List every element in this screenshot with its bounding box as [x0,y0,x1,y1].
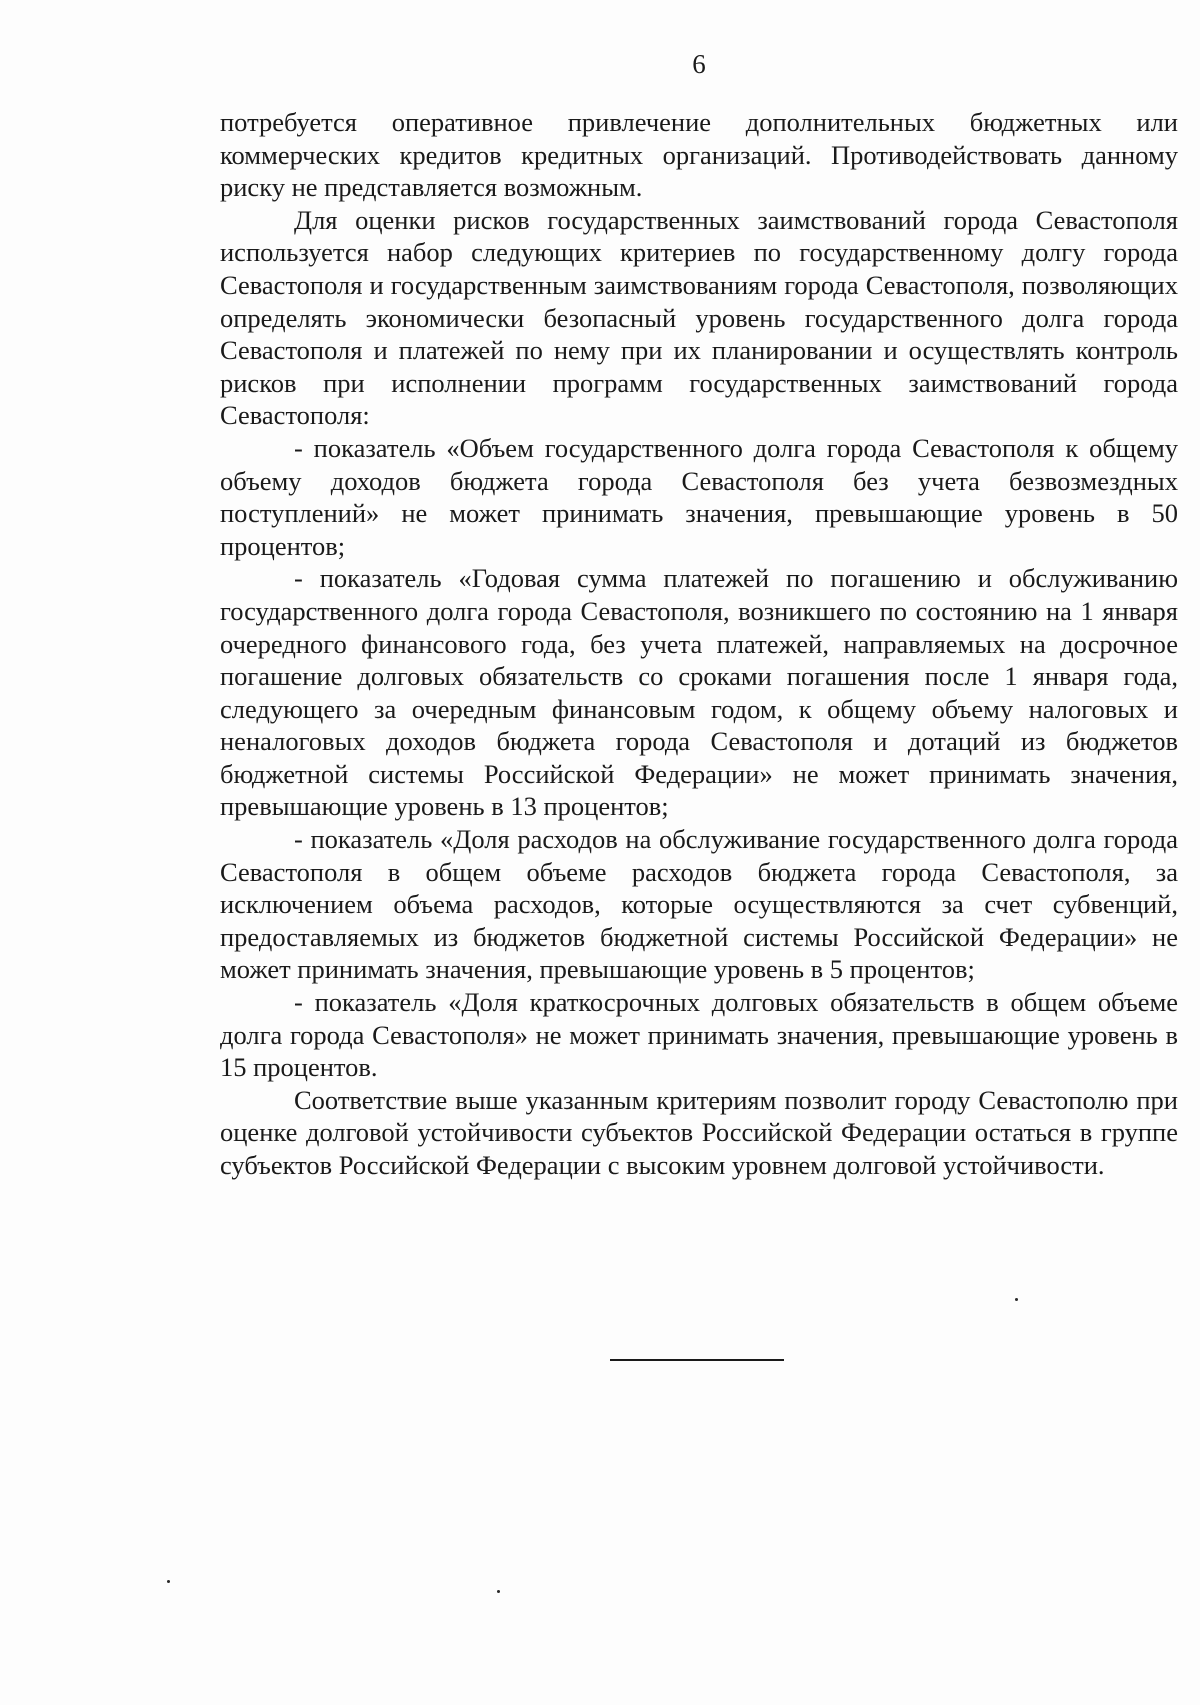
page-number: 6 [692,49,706,79]
paragraph: потребуется оперативное привлечение дополнительных бюджетных или коммерческих кредитов кредитных организаций. Противодействовать данному риску не представляется возможным. [220,107,1178,203]
paragraph: Для оценки рисков государственных заимствований города Севастополя используется набор следующих критериев по государственному долгу города Севастополя и государственным заимствованиям города Севастополя, позволяющих определять экономически безопасный уровень государственного долга города Севастополя и платежей по нему при их планировании и осуществлять контроль рисков при исполнении программ государственных заимствований города Севастополя: [220,204,1178,431]
paragraph: - показатель «Доля расходов на обслуживание государственного долга города Севастополя в общем объеме расходов бюджета города Севастополя, за исключением объема расходов, которые осуществляются за счет субвенций, предоставляемых из бюджетов бюджетной системы Российской Федерации» не может принимать значения, превышающие уровень в 5 процентов; [220,824,1178,985]
scan-speck [497,1590,500,1593]
scan-speck [167,1580,170,1583]
paragraph: Соответствие выше указанным критериям позволит городу Севастополю при оценке долговой устойчивости субъектов Российской Федерации остаться в группе субъектов Российской Федерации с высоким уровнем долговой устойчивости. [220,1084,1178,1180]
paragraph: - показатель «Доля краткосрочных долговых обязательств в общем объеме долга города Севастополя» не может принимать значения, превышающие уровень в 15 процентов. [220,987,1178,1083]
paragraph: - показатель «Объем государственного долга города Севастополя к общему объему доходов бюджета города Севастополя без учета безвозмездных поступлений» не может принимать значения, превышающие уровень в 50 процентов; [220,432,1178,561]
paragraph: - показатель «Годовая сумма платежей по погашению и обслуживанию государственного долга города Севастополя, возникшего по состоянию на 1 января очередного финансового года, без учета платежей, направляемых на досрочное погашение долговых обязательств со сроками погашения после 1 января года, следующего за очередным финансовым годом, к общему объему налоговых и неналоговых доходов бюджета города Севастополя и дотаций из бюджетов бюджетной системы Российской Федерации» не может принимать значения, превышающие уровень в 13 процентов; [220,563,1178,822]
scan-speck [1015,1298,1018,1301]
body-text [220,106,1178,1182]
end-of-text-rule [610,1359,784,1361]
